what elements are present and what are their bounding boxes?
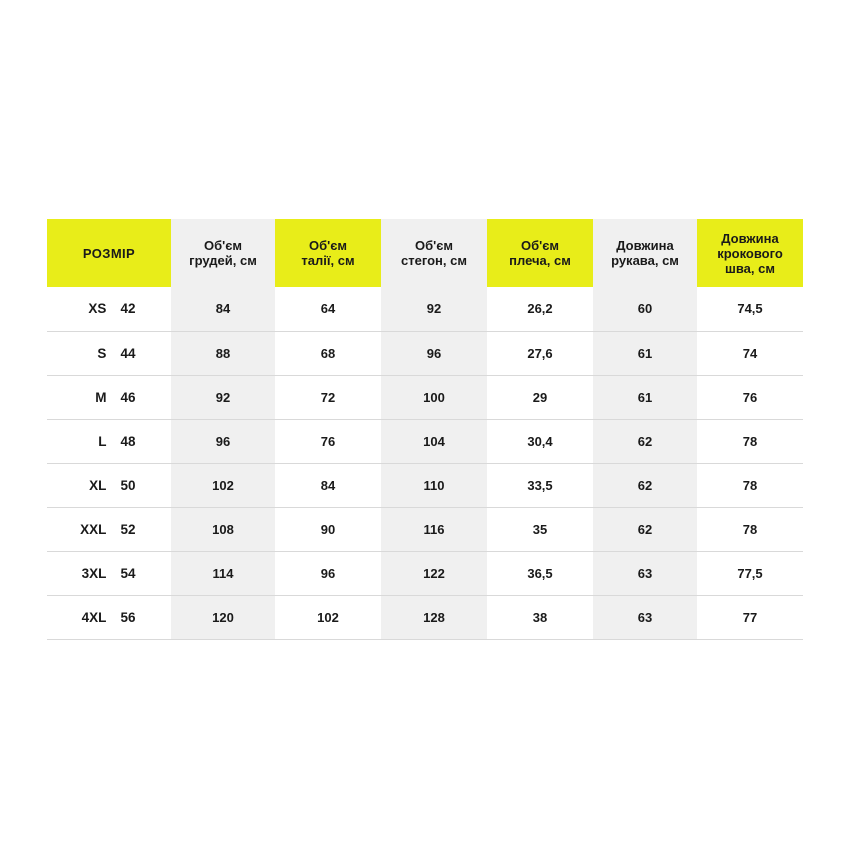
cell-shoulder: 26,2 (487, 287, 593, 331)
size-letter: M (95, 389, 107, 405)
size-letter: L (98, 433, 107, 449)
cell-size (47, 375, 171, 419)
table-row (47, 375, 803, 419)
cell-chest: 108 (171, 507, 275, 551)
cell-sleeve: 61 (593, 375, 697, 419)
size-number: 42 (120, 301, 136, 317)
column-header-size: РОЗМІР (82, 245, 136, 261)
size-letter: XS (88, 301, 107, 317)
cell-sleeve: 60 (593, 287, 697, 331)
column-header-shoulder: Об'єм плеча, см (509, 238, 571, 268)
cell-hips: 100 (381, 375, 487, 419)
cell-shoulder: 29 (487, 375, 593, 419)
table-row (47, 331, 803, 375)
size-number: 44 (120, 345, 136, 361)
cell-waist: 64 (275, 287, 381, 331)
cell-waist: 96 (275, 551, 381, 595)
table-row (47, 595, 803, 639)
cell-hips: 92 (381, 287, 487, 331)
cell-size (47, 419, 171, 463)
cell-shoulder: 36,5 (487, 551, 593, 595)
cell-chest: 92 (171, 375, 275, 419)
column-header-chest: Об'єм грудей, см (171, 219, 275, 287)
cell-size (47, 463, 171, 507)
size-number: 48 (120, 433, 136, 449)
cell-waist: 76 (275, 419, 381, 463)
size-table (47, 219, 803, 640)
column-header-waist: Об'єм талії, см (301, 238, 355, 268)
cell-size (47, 287, 171, 331)
cell-shoulder: 38 (487, 595, 593, 639)
cell-inseam: 76 (697, 375, 803, 419)
size-number: 56 (120, 609, 136, 625)
table-row (47, 287, 803, 331)
cell-waist: 84 (275, 463, 381, 507)
column-header-inseam: Довжина крокового шва, см (717, 230, 783, 276)
table-body (47, 287, 803, 639)
cell-inseam: 77 (697, 595, 803, 639)
cell-inseam: 77,5 (697, 551, 803, 595)
size-letter: 4XL (81, 609, 107, 625)
cell-sleeve: 62 (593, 463, 697, 507)
cell-inseam: 78 (697, 463, 803, 507)
cell-shoulder: 35 (487, 507, 593, 551)
cell-chest: 120 (171, 595, 275, 639)
table-row (47, 507, 803, 551)
cell-chest: 84 (171, 287, 275, 331)
cell-waist: 68 (275, 331, 381, 375)
cell-shoulder: 33,5 (487, 463, 593, 507)
cell-hips: 96 (381, 331, 487, 375)
column-header-hips: Об'єм стегон, см (381, 219, 487, 287)
cell-sleeve: 62 (593, 419, 697, 463)
cell-hips: 104 (381, 419, 487, 463)
size-letter: XXL (80, 521, 107, 537)
cell-shoulder: 27,6 (487, 331, 593, 375)
cell-sleeve: 63 (593, 551, 697, 595)
column-header-sleeve: Довжина рукава, см (593, 219, 697, 287)
cell-inseam: 74,5 (697, 287, 803, 331)
cell-shoulder: 30,4 (487, 419, 593, 463)
size-letter: S (97, 345, 107, 361)
table-header (47, 219, 803, 287)
size-chart (47, 219, 803, 640)
size-number: 54 (120, 565, 136, 581)
cell-waist: 102 (275, 595, 381, 639)
cell-waist: 72 (275, 375, 381, 419)
table-row (47, 551, 803, 595)
cell-hips: 116 (381, 507, 487, 551)
table-header-row (47, 219, 803, 287)
cell-waist: 90 (275, 507, 381, 551)
size-number: 50 (120, 477, 136, 493)
table-row (47, 463, 803, 507)
cell-hips: 128 (381, 595, 487, 639)
cell-size (47, 331, 171, 375)
cell-chest: 114 (171, 551, 275, 595)
cell-chest: 96 (171, 419, 275, 463)
cell-inseam: 78 (697, 419, 803, 463)
size-letter: 3XL (81, 565, 107, 581)
size-number: 46 (120, 389, 136, 405)
cell-hips: 122 (381, 551, 487, 595)
cell-sleeve: 61 (593, 331, 697, 375)
cell-size (47, 595, 171, 639)
cell-size (47, 507, 171, 551)
size-number: 52 (120, 521, 136, 537)
cell-size (47, 551, 171, 595)
cell-inseam: 78 (697, 507, 803, 551)
cell-sleeve: 63 (593, 595, 697, 639)
cell-chest: 102 (171, 463, 275, 507)
cell-hips: 110 (381, 463, 487, 507)
size-letter: XL (89, 477, 107, 493)
cell-inseam: 74 (697, 331, 803, 375)
cell-sleeve: 62 (593, 507, 697, 551)
cell-chest: 88 (171, 331, 275, 375)
table-row (47, 419, 803, 463)
